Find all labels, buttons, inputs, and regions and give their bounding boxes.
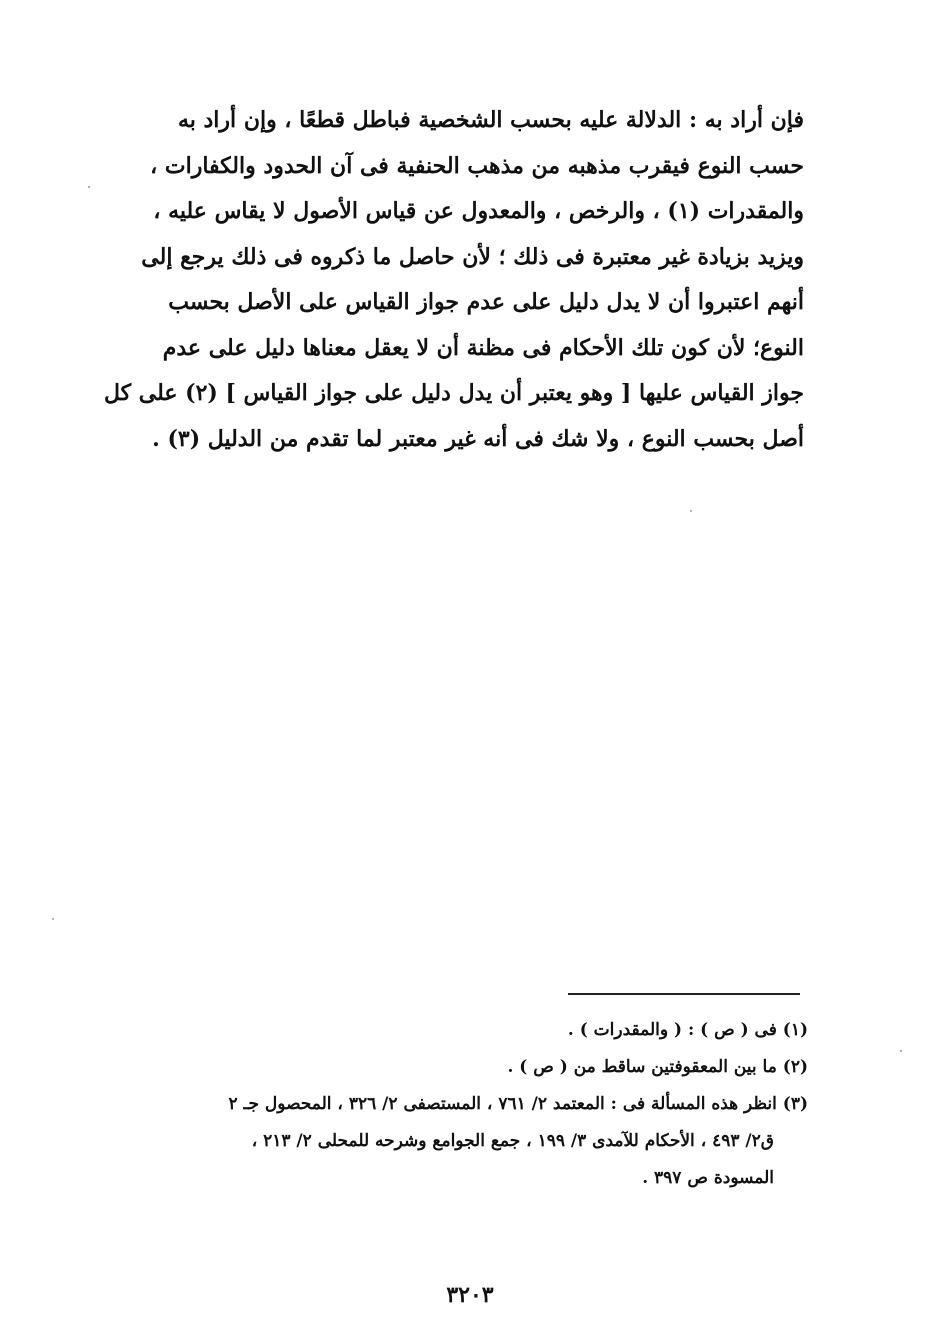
main-paragraph [88, 98, 804, 462]
paragraph-line: النوع؛ لأن كون تلك الأحكام فى مظنة أن لا يعقل معناها دليل على عدم [162, 334, 804, 361]
footnote-separator [568, 993, 800, 995]
paragraph-line: جواز القياس عليها [ وهو يعتبر أن يدل دليل على جواز القياس ] (٢) على كل [103, 380, 804, 406]
page-number: ٣٢٠٣ [446, 1282, 494, 1308]
footnote-3: (٣) انظر هذه المسألة فى : المعتمد ٢/ ٧٦١ ، المستصفى ٢/ ٣٢٦ ، المحصول جـ ٢ [228, 1094, 808, 1114]
scan-speck [690, 510, 692, 512]
paragraph-line: حسب النوع فيقرب مذهبه من مذهب الحنفية فى آن الحدود والكفارات ، [150, 152, 804, 179]
paragraph-line: أنهم اعتبروا أن لا يدل دليل على عدم جواز القياس على الأصل بحسب [168, 289, 804, 315]
scan-speck [52, 918, 54, 920]
scan-speck [900, 1050, 902, 1052]
paragraph-line: ويزيد بزيادة غير معتبرة فى ذلك ؛ لأن حاصل ما ذكروه فى ذلك يرجع إلى [141, 243, 804, 270]
paragraph-line: أصل بحسب النوع ، ولا شك فى أنه غير معتبر لما تقدم من الدليل (٣) . [152, 425, 804, 452]
paragraph-line: والمقدرات (١) ، والرخص ، والمعدول عن قياس الأصول لا يقاس عليه ، [153, 198, 804, 224]
footnote-1: (١) فى ( ص ) : ( والمقدرات ) . [567, 1020, 808, 1040]
footnote-2: (٢) ما بين المعقوفتين ساقط من ( ص ) . [507, 1057, 808, 1077]
scan-speck [88, 186, 90, 188]
footnote-3-continued: ق٢/ ٤٩٣ ، الأحكام للآمدى ٣/ ١٩٩ ، جمع الجوامع وشرحه للمحلى ٢/ ٢١٣ ، [251, 1131, 774, 1151]
paragraph-line: فإن أراد به : الدلالة عليه بحسب الشخصية فباطل قطعًا ، وإن أراد به [177, 107, 804, 133]
footnotes-section [92, 1012, 808, 1197]
footnote-3-continued: المسودة ص ٣٩٧ . [642, 1168, 774, 1188]
